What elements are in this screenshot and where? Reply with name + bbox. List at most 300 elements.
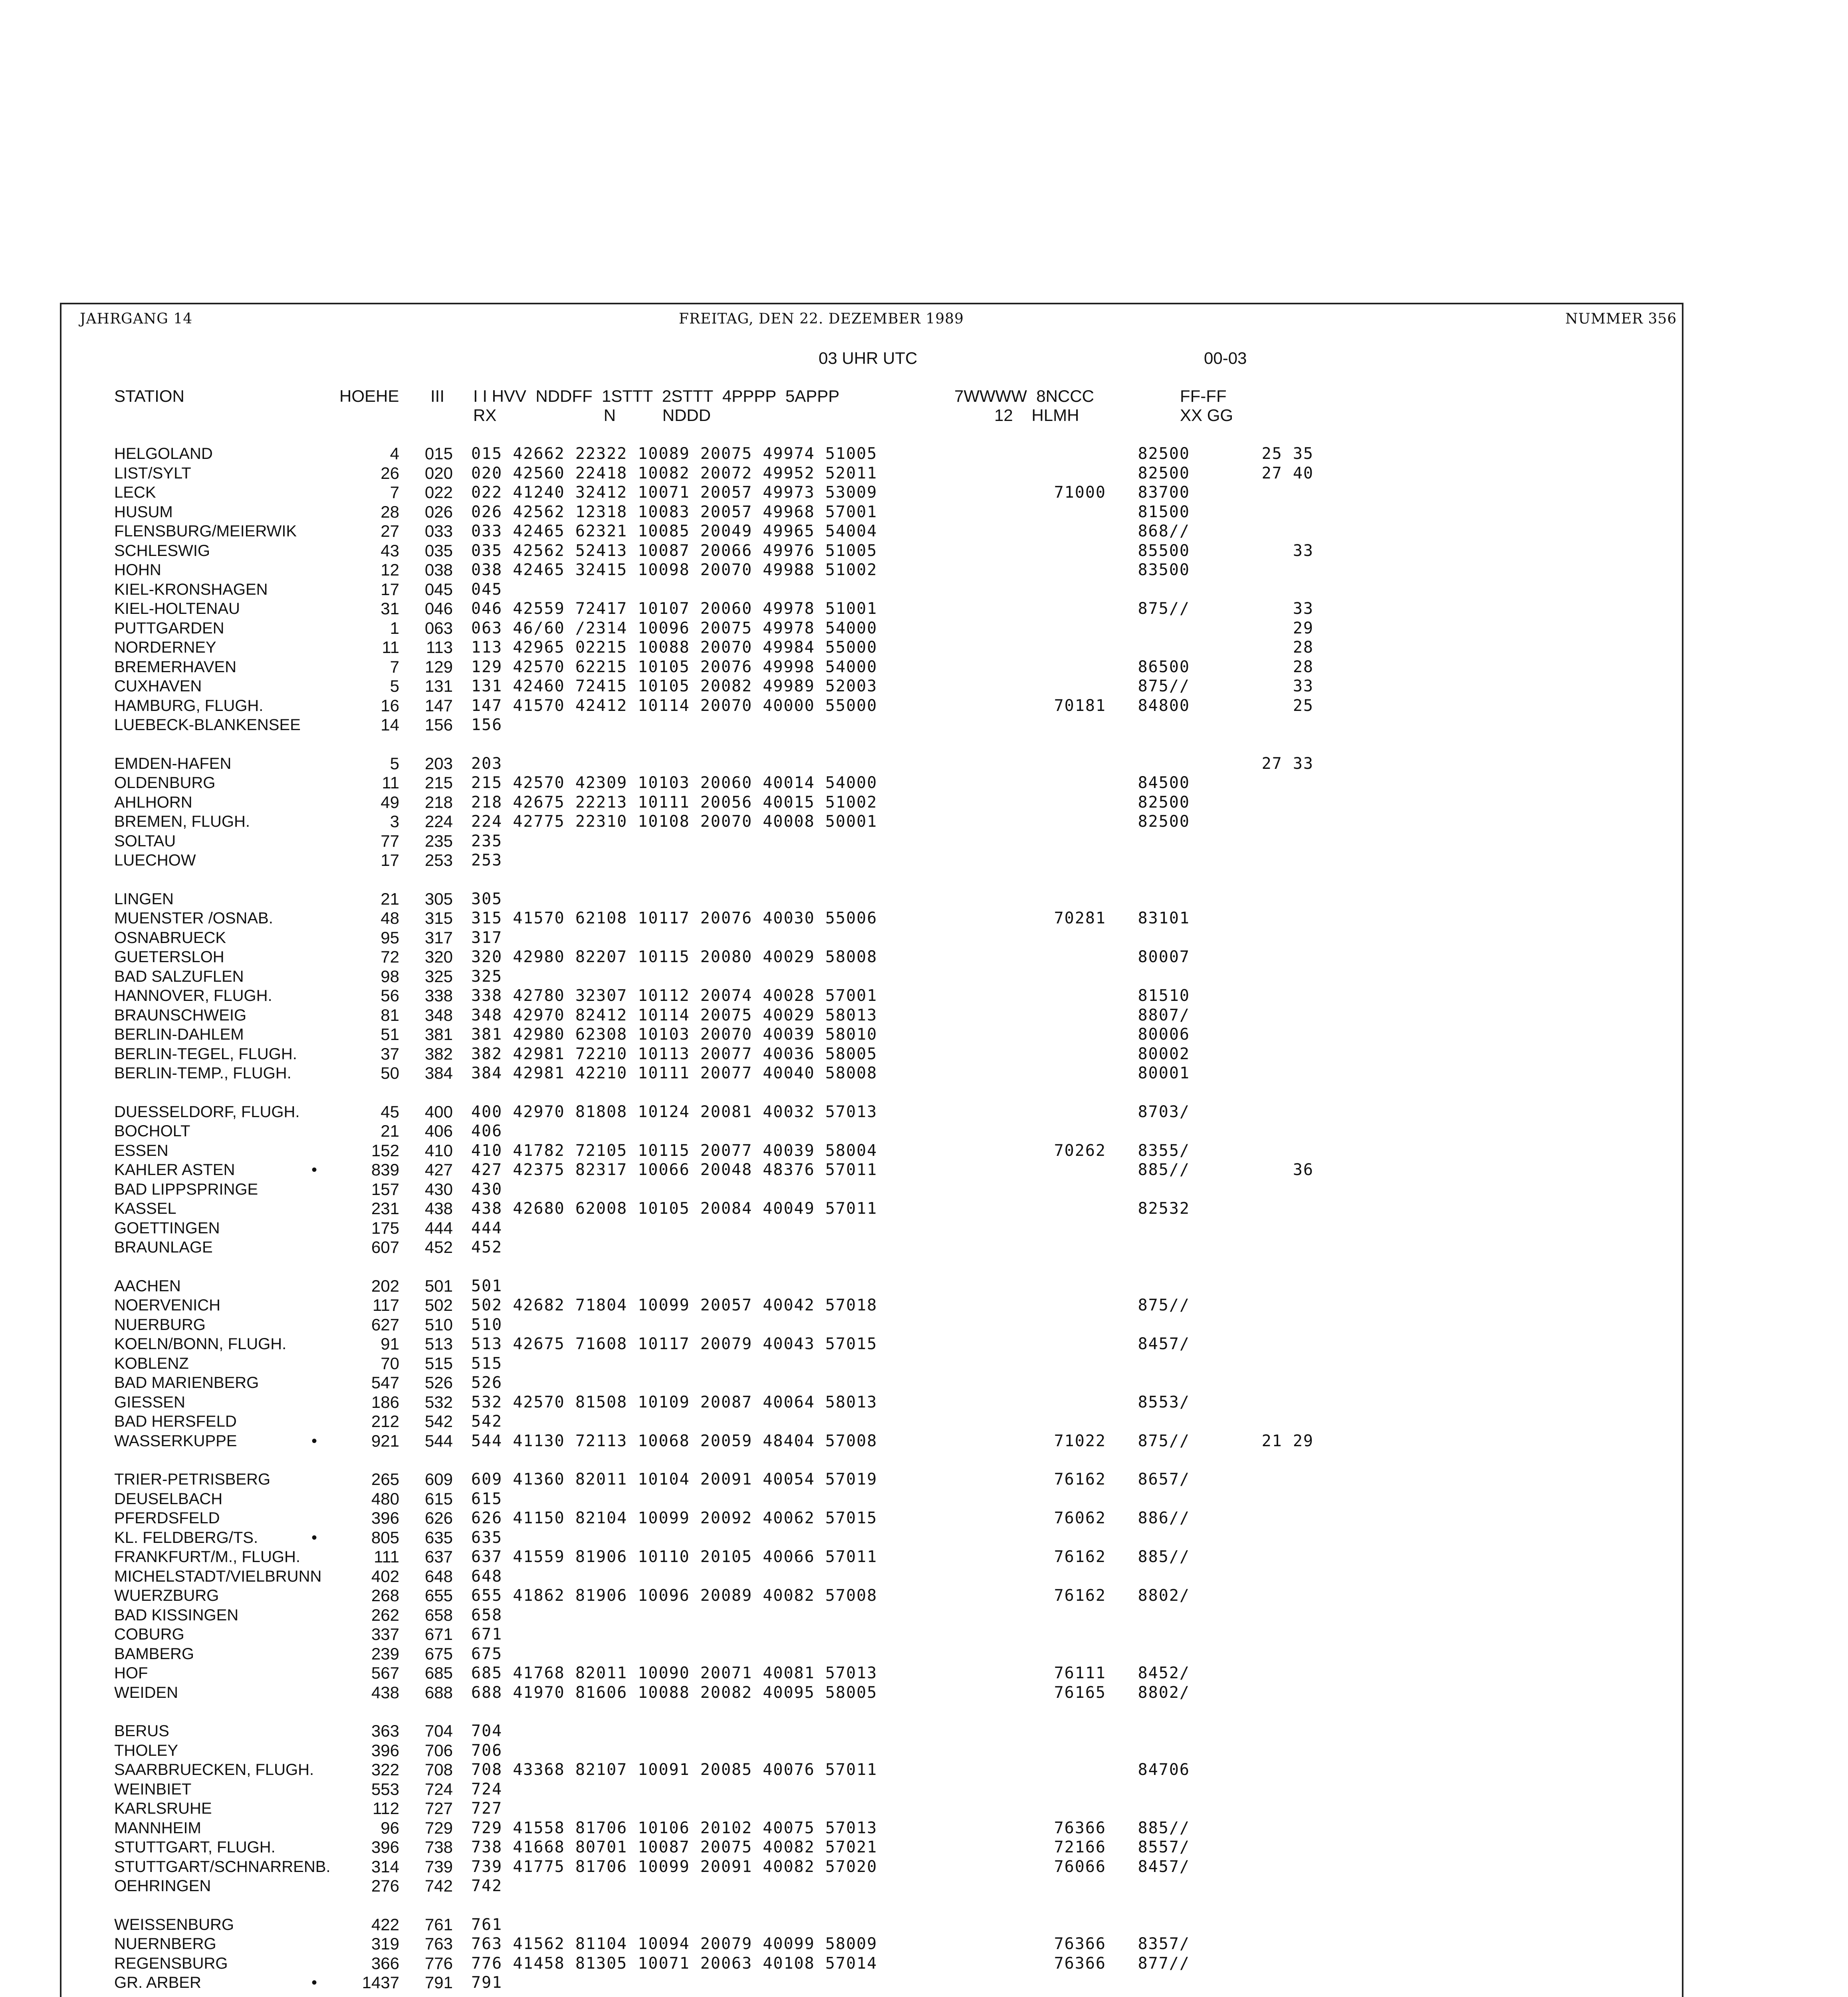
station-name: DUESSELDORF, FLUGH. [114,1103,300,1121]
weather-group: 76066 [1054,1857,1106,1876]
station-height: 4 [390,444,399,463]
station-id: 510 [424,1315,453,1334]
col-code-header: I I HVV NDDFF 1STTT 2STTT 4PPPP 5APPP [473,387,840,405]
station-height: 14 [381,715,399,734]
station-name: NUERNBERG [114,1935,216,1953]
station-id: 688 [424,1683,453,1702]
station-height: 28 [381,502,399,521]
cloud-group: 886// [1138,1509,1190,1527]
station-name: WEISSENBURG [114,1916,234,1933]
station-name: KAHLER ASTEN [114,1161,235,1179]
station-id: 658 [424,1605,453,1624]
station-height: 627 [371,1315,399,1334]
col-www-header: 7WWWW 8NCCC [954,387,1094,405]
station-id: 020 [424,463,453,482]
wind-gust: 25 [1293,696,1314,715]
station-height: 567 [371,1664,399,1682]
station-height: 805 [371,1528,399,1547]
station-id: 791 [424,1973,453,1992]
station-id: 325 [424,967,453,986]
cloud-group: 8457/ [1138,1335,1190,1353]
synop-code: 113 42965 02215 10088 20070 49984 55000 [471,638,878,657]
station-height: 265 [371,1470,399,1489]
cloud-group: 84800 [1138,696,1190,715]
cloud-group: 81500 [1138,502,1190,521]
station-id: 675 [424,1644,453,1663]
station-id: 427 [424,1160,453,1179]
mountain-marker: • [311,1529,317,1546]
station-id: 776 [424,1953,453,1973]
station-id: 637 [424,1547,453,1566]
station-id: 131 [424,677,453,695]
station-name: BRAUNLAGE [114,1239,213,1256]
wind-gust: 28 [1293,657,1314,676]
cloud-group: 80007 [1138,948,1190,966]
station-height: 276 [371,1876,399,1895]
station-id: 218 [424,792,453,812]
station-id: 253 [424,851,453,869]
station-id: 438 [424,1199,453,1218]
station-height: 91 [381,1334,399,1353]
cloud-group: 8802/ [1138,1586,1190,1605]
station-name: STUTTGART, FLUGH. [114,1838,276,1856]
station-name: BAD MARIENBERG [114,1374,259,1392]
station-id: 515 [424,1354,453,1373]
cloud-group: 86500 [1138,657,1190,676]
station-name: PFERDSFELD [114,1509,220,1527]
cloud-group: 885// [1138,1548,1190,1566]
wind-gust: 25 35 [1261,445,1314,463]
station-height: 77 [381,831,399,850]
synop-code: 406 [471,1122,503,1140]
station-name: TRIER-PETRISBERG [114,1471,271,1488]
cloud-group: 8703/ [1138,1102,1190,1121]
synop-code: 400 42970 81808 10124 20081 40032 57013 [471,1102,878,1121]
station-height: 49 [381,792,399,812]
station-name: OEHRINGEN [114,1877,211,1895]
synop-code: 526 [471,1374,503,1392]
station-id: 315 [424,909,453,927]
synop-code: 438 42680 62008 10105 20084 40049 57011 [471,1199,878,1218]
station-name: CUXHAVEN [114,677,202,695]
cloud-group: 82500 [1138,445,1190,463]
cloud-group: 82500 [1138,464,1190,482]
synop-code: 156 [471,716,503,734]
synop-code: 348 42970 82412 10114 20075 40029 58013 [471,1006,878,1024]
station-id: 348 [424,1005,453,1024]
station-id: 729 [424,1818,453,1837]
synop-code: 430 [471,1180,503,1199]
cloud-group: 8457/ [1138,1857,1190,1876]
wind-gust: 27 33 [1261,754,1314,773]
station-id: 704 [424,1721,453,1740]
synop-code: 761 [471,1915,503,1934]
station-id: 033 [424,522,453,540]
cloud-group: 8452/ [1138,1664,1190,1682]
station-height: 17 [381,851,399,869]
station-height: 16 [381,696,399,715]
synop-code: 688 41970 81606 10088 20082 40095 58005 [471,1683,878,1702]
station-id: 763 [424,1934,453,1953]
station-height: 17 [381,580,399,599]
station-height: 314 [371,1857,399,1876]
station-name: KIEL-HOLTENAU [114,600,240,617]
synop-code: 038 42465 32415 10098 20070 49988 51002 [471,561,878,579]
volume-label: JAHRGANG 14 [80,311,193,327]
synop-code: 655 41862 81906 10096 20089 40082 57008 [471,1586,878,1605]
station-height: 152 [371,1141,399,1160]
station-name: HELGOLAND [114,445,213,463]
station-height: 547 [371,1373,399,1392]
wind-gust: 29 [1293,619,1314,637]
synop-code: 410 41782 72105 10115 20077 40039 58004 [471,1141,878,1160]
wind-gust: 21 29 [1261,1431,1314,1450]
station-name: EMDEN-HAFEN [114,754,232,772]
synop-code: 325 [471,967,503,986]
weather-group: 72166 [1054,1838,1106,1856]
station-name: PUTTGARDEN [114,619,224,637]
station-height: 921 [371,1431,399,1450]
station-height: 48 [381,909,399,927]
synop-code: 501 [471,1276,503,1295]
cloud-group: 82500 [1138,793,1190,812]
synop-code: 675 [471,1644,503,1663]
synop-code: 513 42675 71608 10117 20079 40043 57015 [471,1335,878,1353]
synop-code: 305 [471,889,503,908]
wind-gust: 28 [1293,638,1314,657]
cloud-group: 8802/ [1138,1683,1190,1702]
synop-code: 626 41150 82104 10099 20092 40062 57015 [471,1509,878,1527]
synop-code: 218 42675 22213 10111 20056 40015 51002 [471,793,878,812]
synop-code: 544 41130 72113 10068 20059 48404 57008 [471,1431,878,1450]
synop-code: 203 [471,754,503,773]
synop-code: 382 42981 72210 10113 20077 40036 58005 [471,1044,878,1063]
station-id: 038 [424,560,453,579]
station-height: 438 [371,1683,399,1702]
station-height: 212 [371,1412,399,1431]
station-name: LINGEN [114,890,174,908]
station-height: 7 [390,657,399,676]
station-id: 542 [424,1412,453,1431]
weather-group: 76162 [1054,1586,1106,1605]
station-name: SAARBRUECKEN, FLUGH. [114,1761,314,1779]
station-id: 147 [424,696,453,715]
station-height: 11 [382,638,399,657]
station-name: MANNHEIM [114,1819,201,1837]
synop-code: 063 46/60 /2314 10096 20075 49978 54000 [471,619,878,637]
station-name: BERLIN-TEGEL, FLUGH. [114,1045,297,1063]
station-name: THOLEY [114,1741,178,1759]
cloud-group: 83700 [1138,483,1190,502]
synop-code: 502 42682 71804 10099 20057 40042 57018 [471,1296,878,1314]
station-name: AHLHORN [114,793,192,811]
station-id: 382 [424,1044,453,1063]
weather-group: 76366 [1054,1935,1106,1953]
cloud-group: 8657/ [1138,1470,1190,1489]
station-id: 400 [424,1102,453,1121]
weather-group: 70262 [1054,1141,1106,1160]
station-height: 396 [371,1509,399,1527]
station-height: 12 [381,560,399,579]
synop-code: 046 42559 72417 10107 20060 49978 51001 [471,599,878,618]
station-height: 268 [371,1586,399,1605]
synop-code: 671 [471,1625,503,1644]
station-id: 513 [424,1334,453,1353]
station-id: 156 [424,715,453,734]
synop-code: 020 42560 22418 10082 20072 49952 52011 [471,464,878,482]
station-height: 175 [371,1218,399,1237]
cloud-group: 83101 [1138,909,1190,927]
synop-code: 026 42562 12318 10083 20057 49968 57001 [471,502,878,521]
cloud-group: 875// [1138,1431,1190,1450]
station-id: 203 [424,754,453,773]
station-height: 319 [371,1934,399,1953]
synop-code: 704 [471,1722,503,1740]
station-id: 626 [424,1509,453,1527]
station-height: 72 [381,947,399,966]
station-id: 317 [424,928,453,947]
observation-time: 03 UHR UTC [819,349,918,367]
cloud-group: 8557/ [1138,1838,1190,1856]
station-name: KARLSRUHE [114,1800,212,1817]
station-height: 96 [381,1818,399,1837]
station-name: BAMBERG [114,1645,194,1663]
synop-code: 033 42465 62321 10085 20049 49965 54004 [471,522,878,540]
station-name: COBURG [114,1626,184,1643]
station-height: 11 [382,773,399,792]
station-id: 526 [424,1373,453,1392]
station-name: AACHEN [114,1277,181,1295]
synop-code: 035 42562 52413 10087 20066 49976 51005 [471,541,878,560]
weather-group: 71000 [1054,483,1106,502]
synop-code: 452 [471,1238,503,1257]
station-name: WUERZBURG [114,1587,219,1604]
station-id: 046 [424,599,453,618]
mountain-marker: • [311,1974,317,1991]
station-name: GR. ARBER [114,1974,201,1991]
station-name: BERUS [114,1722,169,1740]
col-code-subheader: RX N NDDD [473,406,711,425]
station-height: 322 [371,1760,399,1779]
synop-code: 706 [471,1741,503,1760]
station-name: GUETERSLOH [114,948,224,966]
cloud-group: 875// [1138,1296,1190,1314]
station-id: 215 [424,773,453,792]
station-name: NORDERNEY [114,639,216,656]
synop-code: 742 [471,1877,503,1895]
station-name: HAMBURG, FLUGH. [114,697,264,715]
synop-code: 515 [471,1354,503,1373]
synop-code: 791 [471,1973,503,1992]
station-id: 320 [424,947,453,966]
cloud-group: 875// [1138,677,1190,695]
station-name: HOF [114,1664,148,1682]
station-id: 502 [424,1296,453,1314]
station-name: LUEBECK-BLANKENSEE [114,716,301,734]
station-name: BAD LIPPSPRINGE [114,1180,258,1198]
station-id: 708 [424,1760,453,1779]
col-www-subheader: 12 HLMH [994,406,1079,425]
station-height: 70 [381,1354,399,1373]
cloud-group: 84500 [1138,774,1190,792]
cloud-group: 80001 [1138,1064,1190,1082]
station-name: GOETTINGEN [114,1219,220,1237]
station-name: STUTTGART/SCHNARRENB. [114,1858,331,1876]
station-height: 50 [381,1064,399,1082]
cloud-group: 875// [1138,599,1190,618]
synop-code: 729 41558 81706 10106 20102 40075 57013 [471,1818,878,1837]
station-id: 430 [424,1179,453,1199]
station-name: OLDENBURG [114,774,216,792]
station-name: NUERBURG [114,1316,206,1334]
station-height: 3 [390,812,399,831]
station-id: 035 [424,541,453,560]
station-id: 113 [426,638,453,657]
wind-gust: 36 [1293,1161,1314,1179]
cloud-group: 85500 [1138,541,1190,560]
cloud-group: 83500 [1138,561,1190,579]
station-id: 406 [424,1122,453,1140]
synop-code: 015 42662 22322 10089 20075 49974 51005 [471,445,878,463]
synop-code: 317 [471,928,503,947]
cloud-group: 8807/ [1138,1006,1190,1024]
station-height: 839 [371,1160,399,1179]
station-id: 384 [424,1064,453,1082]
station-name: BREMEN, FLUGH. [114,813,250,830]
station-height: 5 [390,754,399,773]
station-height: 112 [373,1799,399,1818]
station-name: WEINBIET [114,1780,192,1798]
synop-code: 738 41668 80701 10087 20075 40082 57021 [471,1838,878,1856]
station-id: 381 [424,1025,453,1044]
col-station: STATION [114,387,184,405]
station-id: 022 [424,483,453,502]
mountain-marker: • [311,1161,317,1179]
station-id: 235 [424,831,453,850]
station-name: BAD KISSINGEN [114,1606,239,1624]
station-id: 655 [424,1586,453,1605]
station-name: HANNOVER, FLUGH. [114,987,272,1004]
synop-code: 315 41570 62108 10117 20076 40030 55006 [471,909,878,927]
station-id: 739 [424,1857,453,1876]
station-id: 685 [424,1664,453,1682]
station-id: 727 [424,1799,453,1818]
station-name: SCHLESWIG [114,542,210,560]
station-name: KASSEL [114,1200,176,1217]
synop-code: 045 [471,580,503,599]
cloud-group: 82500 [1138,812,1190,831]
station-height: 402 [371,1566,399,1586]
station-id: 015 [424,444,453,463]
synop-code: 648 [471,1567,503,1586]
cloud-group: 84706 [1138,1761,1190,1779]
cloud-group: 885// [1138,1818,1190,1837]
synop-code: 235 [471,832,503,850]
station-name: BERLIN-TEMP., FLUGH. [114,1064,291,1082]
cloud-group: 80002 [1138,1044,1190,1063]
station-id: 648 [424,1566,453,1586]
wind-gust: 33 [1293,541,1314,560]
synop-code: 658 [471,1606,503,1624]
synop-code: 253 [471,851,503,869]
station-id: 532 [424,1392,453,1411]
station-height: 43 [381,541,399,560]
station-id: 635 [424,1528,453,1547]
station-id: 615 [424,1489,453,1508]
station-id: 671 [424,1625,453,1644]
synop-code: 708 43368 82107 10091 20085 40076 57011 [471,1761,878,1779]
station-height: 117 [373,1296,399,1314]
synop-code: 224 42775 22310 10108 20070 40008 50001 [471,812,878,831]
station-id: 129 [424,657,453,676]
station-height: 607 [371,1238,399,1257]
weather-group: 76162 [1054,1548,1106,1566]
station-height: 262 [371,1605,399,1624]
synop-code: 727 [471,1799,503,1818]
station-name: BOCHOLT [114,1122,190,1140]
station-id: 224 [424,812,453,831]
station-height: 37 [381,1044,399,1063]
cloud-group: 80006 [1138,1025,1190,1044]
station-id: 501 [424,1276,453,1295]
station-id: 544 [424,1431,453,1450]
synop-code: 022 41240 32412 10071 20057 49973 53009 [471,483,878,502]
weather-group: 76111 [1054,1664,1106,1682]
date-label: FREITAG, DEN 22. DEZEMBER 1989 [679,311,964,327]
station-id: 452 [424,1238,453,1257]
station-name: HUSUM [114,503,173,521]
station-name: WASSERKUPPE [114,1432,237,1450]
station-height: 27 [381,522,399,540]
station-name: SOLTAU [114,832,176,850]
station-height: 396 [371,1741,399,1760]
station-height: 202 [371,1276,399,1295]
station-height: 45 [381,1102,399,1121]
cloud-group: 8553/ [1138,1393,1190,1411]
station-id: 444 [424,1218,453,1237]
station-name: KOBLENZ [114,1354,189,1372]
station-name: LECK [114,484,156,501]
station-name: FRANKFURT/M., FLUGH. [114,1548,300,1566]
wind-gust: 33 [1293,677,1314,695]
station-id: 609 [424,1470,453,1489]
station-height: 98 [381,967,399,986]
period-label: 00-03 [1204,349,1247,367]
weather-group: 76062 [1054,1509,1106,1527]
station-id: 063 [424,618,453,637]
station-height: 56 [381,986,399,1005]
cloud-group: 8357/ [1138,1935,1190,1953]
station-height: 157 [371,1179,399,1199]
station-name: HOHN [114,561,161,579]
col-ff-header: FF-FF [1180,387,1227,405]
col-iii: III [430,387,445,405]
station-height: 51 [381,1025,399,1044]
station-name: BAD HERSFELD [114,1413,237,1430]
synop-code: 635 [471,1528,503,1547]
synop-code: 215 42570 42309 10103 20060 40014 54000 [471,774,878,792]
mountain-marker: • [311,1432,317,1450]
synop-code: 739 41775 81706 10099 20091 40082 57020 [471,1857,878,1876]
station-id: 742 [424,1876,453,1895]
station-name: KOELN/BONN, FLUGH. [114,1335,287,1353]
cloud-group: 877// [1138,1954,1190,1973]
synop-code: 147 41570 42412 10114 20070 40000 55000 [471,696,878,715]
synop-code: 129 42570 62215 10105 20076 49998 54000 [471,657,878,676]
station-name: LUECHOW [114,852,196,869]
weather-group: 76165 [1054,1683,1106,1702]
station-name: FLENSBURG/MEIERWIK [114,522,297,540]
